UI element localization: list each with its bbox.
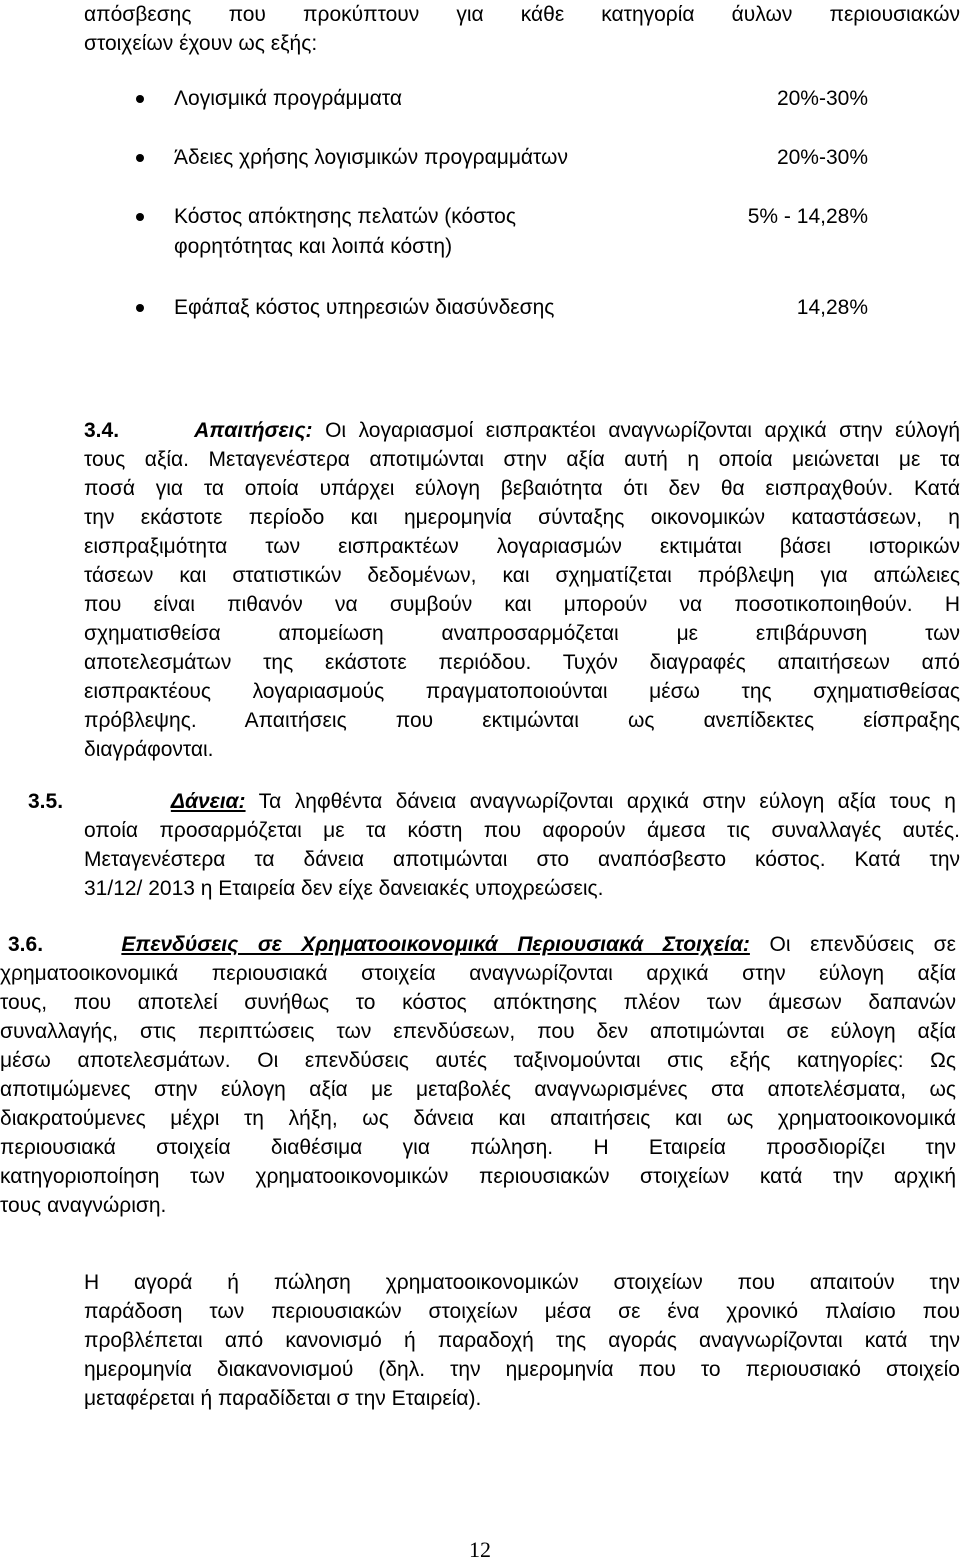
list-item (136, 143, 876, 173)
rate-label: Άδειες χρήσης λογισμικών προγραμμάτων (174, 146, 568, 169)
list-item (136, 202, 876, 262)
bullet-icon (136, 154, 144, 162)
paragraph-line: αποτελεσμάτων της εκάστοτε περιόδου. Τυχόν διαγραφές απαιτήσεων από (84, 651, 960, 674)
intro-line-1: απόσβεσης που προκύπτουν για κάθε κατηγορία άυλων περιουσιακών (84, 3, 960, 26)
paragraph-line: παράδοση των περιουσιακών στοιχείων μέσα σε ένα χρονικό πλαίσιο που (84, 1300, 960, 1323)
rate-label-continued: φορητότητας και λοιπά κόστη) (174, 235, 453, 258)
section-number: 3.6. (8, 933, 44, 956)
rate-value: 5% - 14,28% (747, 205, 868, 228)
bullet-icon (136, 304, 144, 312)
paragraph-line: Η αγορά ή πώληση χρηματοοικονομικών στοιχείων που απαιτούν την (84, 1271, 960, 1294)
paragraph-line: τους αναγνώριση. (0, 1194, 167, 1217)
section-3-4-first-line (84, 416, 960, 445)
paragraph-line: μεταφέρεται ή παραδίδεται σ την Εταιρεία). (84, 1387, 482, 1410)
paragraph-line: τάσεων και στατιστικών δεδομένων, και σχηματίζεται πρόβλεψη για απώλειες (84, 564, 960, 587)
paragraph-line: κατηγοριοποίηση των χρηματοοικονομικών περιουσιακών στοιχείων κατά την αρχική (0, 1165, 956, 1188)
section-3-6-first-line (8, 930, 956, 959)
rate-label: Λογισμικά προγράμματα (174, 87, 402, 110)
paragraph-line: Οι λογαριασμοί εισπρακτέοι αναγνωρίζονται αρχικά στην εύλογή (325, 419, 960, 442)
paragraph-line: 31/12/ 2013 η Εταιρεία δεν είχε δανειακές υποχρεώσεις. (84, 877, 604, 900)
section-3-5-first-line (28, 787, 956, 816)
rate-value: 14,28% (796, 296, 868, 319)
bullet-icon (136, 95, 144, 103)
paragraph-line: την εκάστοτε περίοδο και ημερομηνία σύνταξης οικονομικών καταστάσεων, η (84, 506, 960, 529)
paragraph-line: που είναι πιθανόν να συμβούν και μπορούν να ποσοτικοποιηθούν. Η (84, 593, 960, 616)
paragraph-line: διακρατούμενες μέχρι τη λήξη, ως δάνεια και απαιτήσεις και ως χρηματοοικονομικά (0, 1107, 956, 1130)
section-title: Δάνεια: (170, 790, 246, 813)
section-number: 3.5. (28, 790, 64, 813)
paragraph-line: αποτιμώμενες στην εύλογη αξία με μεταβολές αναγνωρισμένες στα αποτελέσματα, ως (0, 1078, 956, 1101)
paragraph-line: πρόβλεψης. Απαιτήσεις που εκτιμώνται ως ανεπίδεκτες είσπραξης (84, 709, 960, 732)
paragraph-line: τους, που αποτελεί συνήθως το κόστος απόκτησης πλέον των άμεσων δαπανών (0, 991, 956, 1014)
paragraph-line: συναλλαγής, στις περιπτώσεις των επενδύσεων, που δεν αποτιμώνται σε εύλογη αξία (0, 1020, 956, 1043)
paragraph-line: οποία προσαρμόζεται με τα κόστη που αφορούν άμεσα τις συναλλαγές αυτές. (84, 819, 960, 842)
bullet-icon (136, 213, 144, 221)
list-item (136, 84, 876, 114)
paragraph-line: ποσά για τα οποία υπάρχει εύλογη βεβαιότητα ότι δεν θα εισπραχθούν. Κατά (84, 477, 960, 500)
intro-line-2: στοιχείων έχουν ως εξής: (84, 32, 318, 55)
paragraph-line: τους αξία. Μεταγενέστερα αποτιμώνται στην αξία αυτή η οποία μειώνεται με τα (84, 448, 960, 471)
paragraph-line: περιουσιακά στοιχεία διαθέσιμα για πώληση. Η Εταιρεία προσδιορίζει την (0, 1136, 956, 1159)
paragraph-line: Μεταγενέστερα τα δάνεια αποτιμώνται στο αναπόσβεστο κόστος. Κατά την (84, 848, 960, 871)
section-number: 3.4. (84, 419, 120, 442)
rate-value: 20%-30% (776, 146, 868, 169)
page-number: 12 (469, 1537, 491, 1562)
paragraph-line: Οι επενδύσεις σε (769, 933, 956, 956)
paragraph-line: ημερομηνία διακανονισμού (δηλ. την ημερομηνία που το περιουσιακό στοιχείο (84, 1358, 960, 1381)
paragraph-line: μέσω αποτελεσμάτων. Οι επενδύσεις αυτές ταξινομούνται στις εξής κατηγορίες: Ως (0, 1049, 956, 1072)
rate-value: 20%-30% (776, 87, 868, 110)
paragraph-line: εισπραξιμότητα των εισπρακτέων λογαριασμών εκτιμάται βάσει ιστορικών (84, 535, 960, 558)
paragraph-line: σχηματισθείσα απομείωση αναπροσαρμόζεται με επιβάρυνση των (84, 622, 960, 645)
paragraph-line: Τα ληφθέντα δάνεια αναγνωρίζονται αρχικά στην εύλογη αξία τους η (258, 790, 956, 813)
paragraph-line: εισπρακτέους λογαριασμούς πραγματοποιούνται μέσω της σχηματισθείσας (84, 680, 960, 703)
list-item (136, 293, 876, 323)
rate-label: Εφάπαξ κόστος υπηρεσιών διασύνδεσης (174, 296, 555, 319)
section-title: Επενδύσεις σε Χρηματοοικονομικά Περιουσιακά Στοιχεία: (121, 933, 750, 956)
section-title: Απαιτήσεις: (194, 419, 313, 442)
paragraph-line: προβλέπεται από κανονισμό ή παραδοχή της αγοράς αναγνωρίζονται κατά την (84, 1329, 960, 1352)
paragraph-line: διαγράφονται. (84, 738, 214, 761)
paragraph-line: χρηματοοικονομικά περιουσιακά στοιχεία αναγνωρίζονται αρχικά στην εύλογη αξία (0, 962, 956, 985)
rate-label: Κόστος απόκτησης πελατών (κόστος (174, 205, 516, 228)
